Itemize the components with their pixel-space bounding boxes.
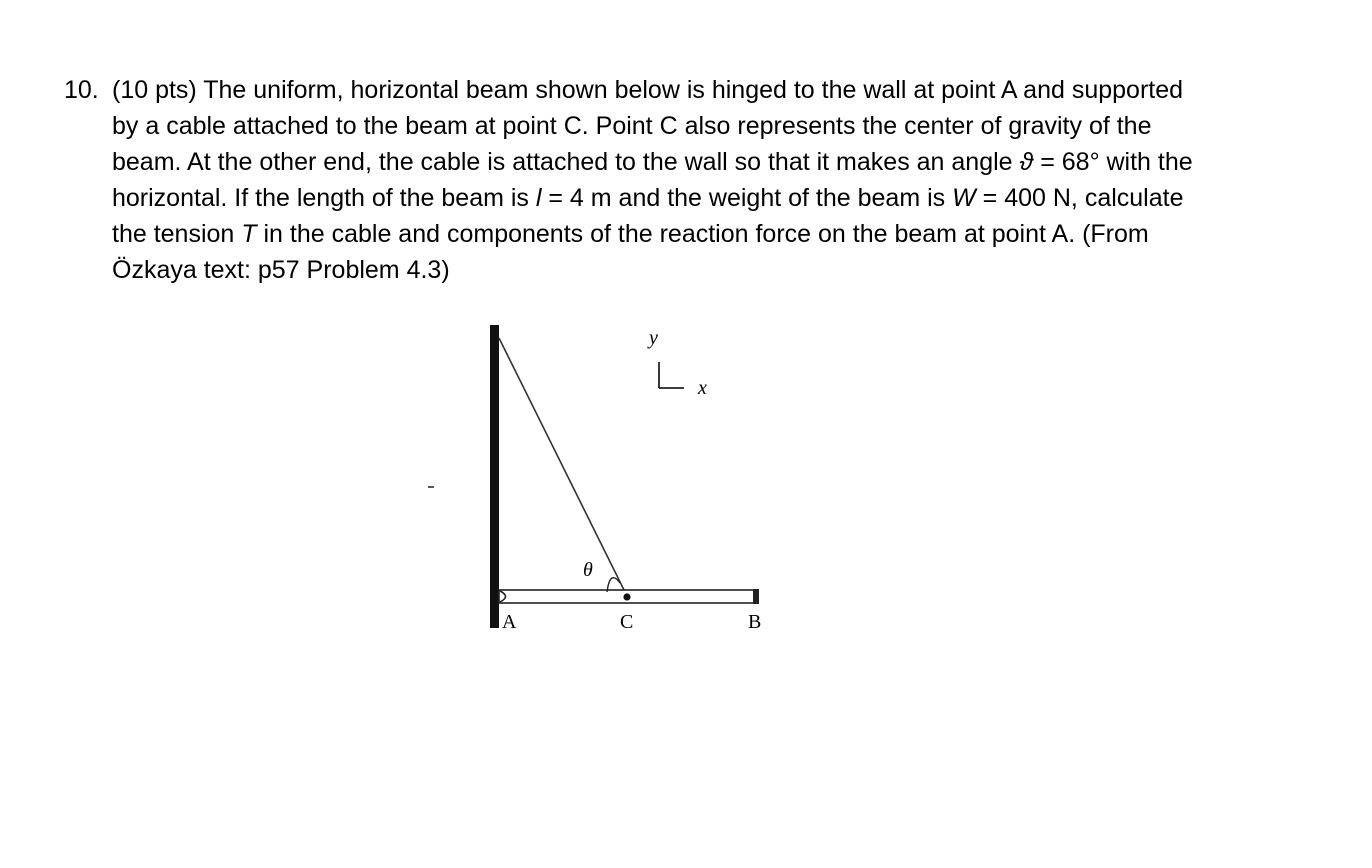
problem-line-3-text-a: beam. At the other end, the cable is attached to the wall so that it makes an angle: [112, 148, 1020, 176]
point-c-dot: [623, 593, 630, 600]
cable: [499, 338, 627, 596]
problem-line-4-text-b: = 4 m and the weight of the beam is: [541, 184, 953, 212]
point-label-a: A: [502, 611, 517, 633]
problem-line-1: (10 pts) The uniform, horizontal beam shown below is hinged to the wall at point A and supported: [112, 76, 1184, 104]
beam-diagram-drawing: [420, 320, 800, 650]
problem-line-3-text-b: = 68° with the: [1033, 148, 1193, 176]
problem-line-4-text-a: horizontal. If the length of the beam is: [112, 184, 536, 212]
problem-line-4: [64, 180, 1304, 216]
axis-label-y: y: [649, 327, 658, 349]
point-label-c: C: [620, 611, 634, 633]
angle-symbol: ϑ: [1019, 148, 1034, 176]
problem-line-4-text-c: = 400 N, calculate: [975, 184, 1184, 212]
beam-diagram: [420, 320, 800, 650]
length-symbol: l: [535, 184, 542, 212]
weight-symbol: W: [952, 184, 976, 212]
beam-end-b: [753, 589, 759, 604]
axis-label-x: x: [698, 377, 707, 399]
problem-number: 10.: [64, 76, 99, 104]
wall: [490, 325, 499, 628]
point-label-b: B: [748, 611, 762, 633]
problem-line-5-text-b: in the cable and components of the reaction force on the beam at point A. (From: [256, 220, 1149, 248]
problem-line-6: Özkaya text: p57 Problem 4.3): [112, 256, 450, 284]
problem-line-2: by a cable attached to the beam at point C. Point C also represents the center of gravity of the: [112, 112, 1152, 140]
problem-line-3: [64, 144, 1304, 180]
tension-symbol: T: [241, 220, 257, 248]
angle-label: θ: [583, 559, 593, 581]
problem-line-5: [64, 216, 1304, 252]
problem-line-5-text-a: the tension: [112, 220, 242, 248]
problem-statement: [64, 72, 1304, 288]
